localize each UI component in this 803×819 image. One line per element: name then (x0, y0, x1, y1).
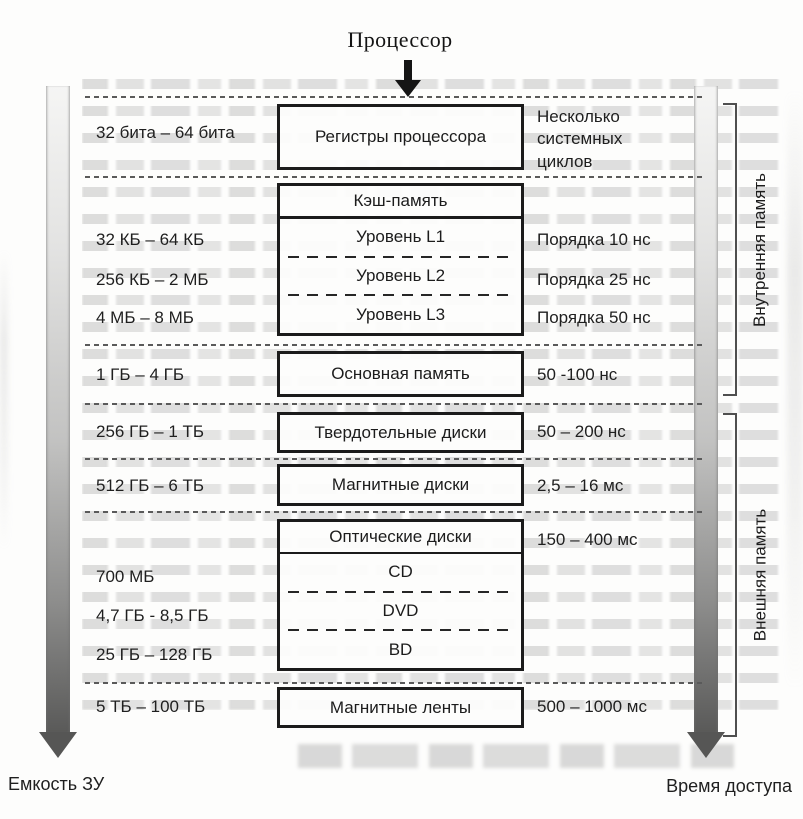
group-label-text: Внешняя память (750, 508, 770, 642)
bleed-through-heading-texture (298, 744, 734, 768)
access-time-axis-label: Время доступа (666, 776, 792, 796)
scan-edge-smudge (0, 250, 8, 550)
time-label-ssd: 50 – 200 нс (537, 422, 626, 441)
cache-level-l2: Уровень L2 (355, 266, 446, 285)
cache-level-l1: Уровень L1 (355, 227, 446, 247)
optical-header: Оптические диски (329, 527, 472, 546)
time-label-cache-l2: Порядка 25 нс (537, 270, 651, 289)
box-registers (277, 104, 524, 170)
box-ssd (277, 412, 524, 453)
time-label-cache-l1: Порядка 10 нс (537, 230, 651, 249)
processor-down-arrow-icon (394, 60, 422, 98)
capacity-label-hdd: 512 ГБ – 6 ТБ (96, 476, 205, 495)
time-label-registers: Несколько системных циклов (537, 107, 623, 171)
arrow-shaft (46, 86, 70, 732)
box-main-memory (277, 351, 524, 397)
external-memory-group-label (737, 413, 783, 737)
box-label: Основная память (331, 364, 470, 383)
section-separator (85, 344, 703, 346)
box-label: Магнитные ленты (329, 697, 472, 717)
capacity-label-cache-l1: 32 КБ – 64 КБ (96, 230, 205, 249)
box-magnetic-tapes (277, 687, 524, 728)
arrow-head (395, 80, 421, 97)
access-time-axis-arrow-icon (687, 86, 725, 758)
time-label-hdd: 2,5 – 16 мс (537, 476, 624, 495)
box-label: Твердотельные диски (314, 422, 487, 442)
capacity-label-registers: 32 бита – 64 бита (96, 123, 235, 142)
capacity-label-dvd: 4,7 ГБ - 8,5 ГБ (96, 606, 209, 625)
arrow-shaft (694, 86, 718, 732)
box-label: Регистры процессора (314, 127, 487, 146)
internal-memory-bracket (723, 103, 737, 396)
optical-row-dvd: DVD (382, 601, 419, 620)
time-label-tape: 500 – 1000 мс (537, 697, 647, 716)
section-separator (85, 403, 703, 405)
time-label-optical: 150 – 400 мс (537, 530, 638, 549)
group-label-text: Внутренняя память (750, 172, 769, 327)
section-separator (85, 96, 703, 98)
scan-edge-smudge (787, 90, 803, 690)
capacity-label-cache-l3: 4 МБ – 8 МБ (96, 308, 194, 327)
arrow-shaft (404, 60, 412, 80)
arrow-head (39, 732, 77, 758)
box-magnetic-disks (277, 464, 524, 506)
box-label: Магнитные диски (331, 475, 470, 494)
optical-row-cd: CD (388, 562, 413, 582)
capacity-label-bd: 25 ГБ – 128 ГБ (96, 645, 213, 664)
cache-header: Кэш-память (353, 191, 448, 210)
section-separator (85, 511, 703, 513)
section-separator (85, 176, 703, 178)
external-memory-bracket (723, 413, 737, 737)
section-separator (85, 682, 703, 684)
section-separator (85, 458, 703, 460)
capacity-axis-arrow-icon (39, 86, 77, 758)
optical-row-bd: BD (388, 639, 413, 659)
arrow-head (687, 732, 725, 758)
processor-title: Процессор (347, 27, 453, 52)
capacity-label-tape: 5 ТБ – 100 ТБ (96, 697, 206, 716)
capacity-label-cache-l2: 256 КБ – 2 МБ (96, 270, 209, 289)
capacity-label-ssd: 256 ГБ – 1 ТБ (96, 422, 205, 441)
box-optical-disks (277, 519, 524, 671)
capacity-label-main-memory: 1 ГБ – 4 ГБ (96, 365, 184, 384)
capacity-axis-label: Емкость ЗУ (8, 774, 105, 794)
time-label-cache-l3: Порядка 50 нс (537, 308, 651, 327)
internal-memory-group-label (737, 103, 783, 396)
time-label-main-memory: 50 -100 нс (537, 365, 618, 384)
box-cache (277, 183, 524, 336)
capacity-label-cd: 700 МБ (96, 567, 155, 586)
cache-level-l3: Уровень L3 (355, 304, 446, 324)
